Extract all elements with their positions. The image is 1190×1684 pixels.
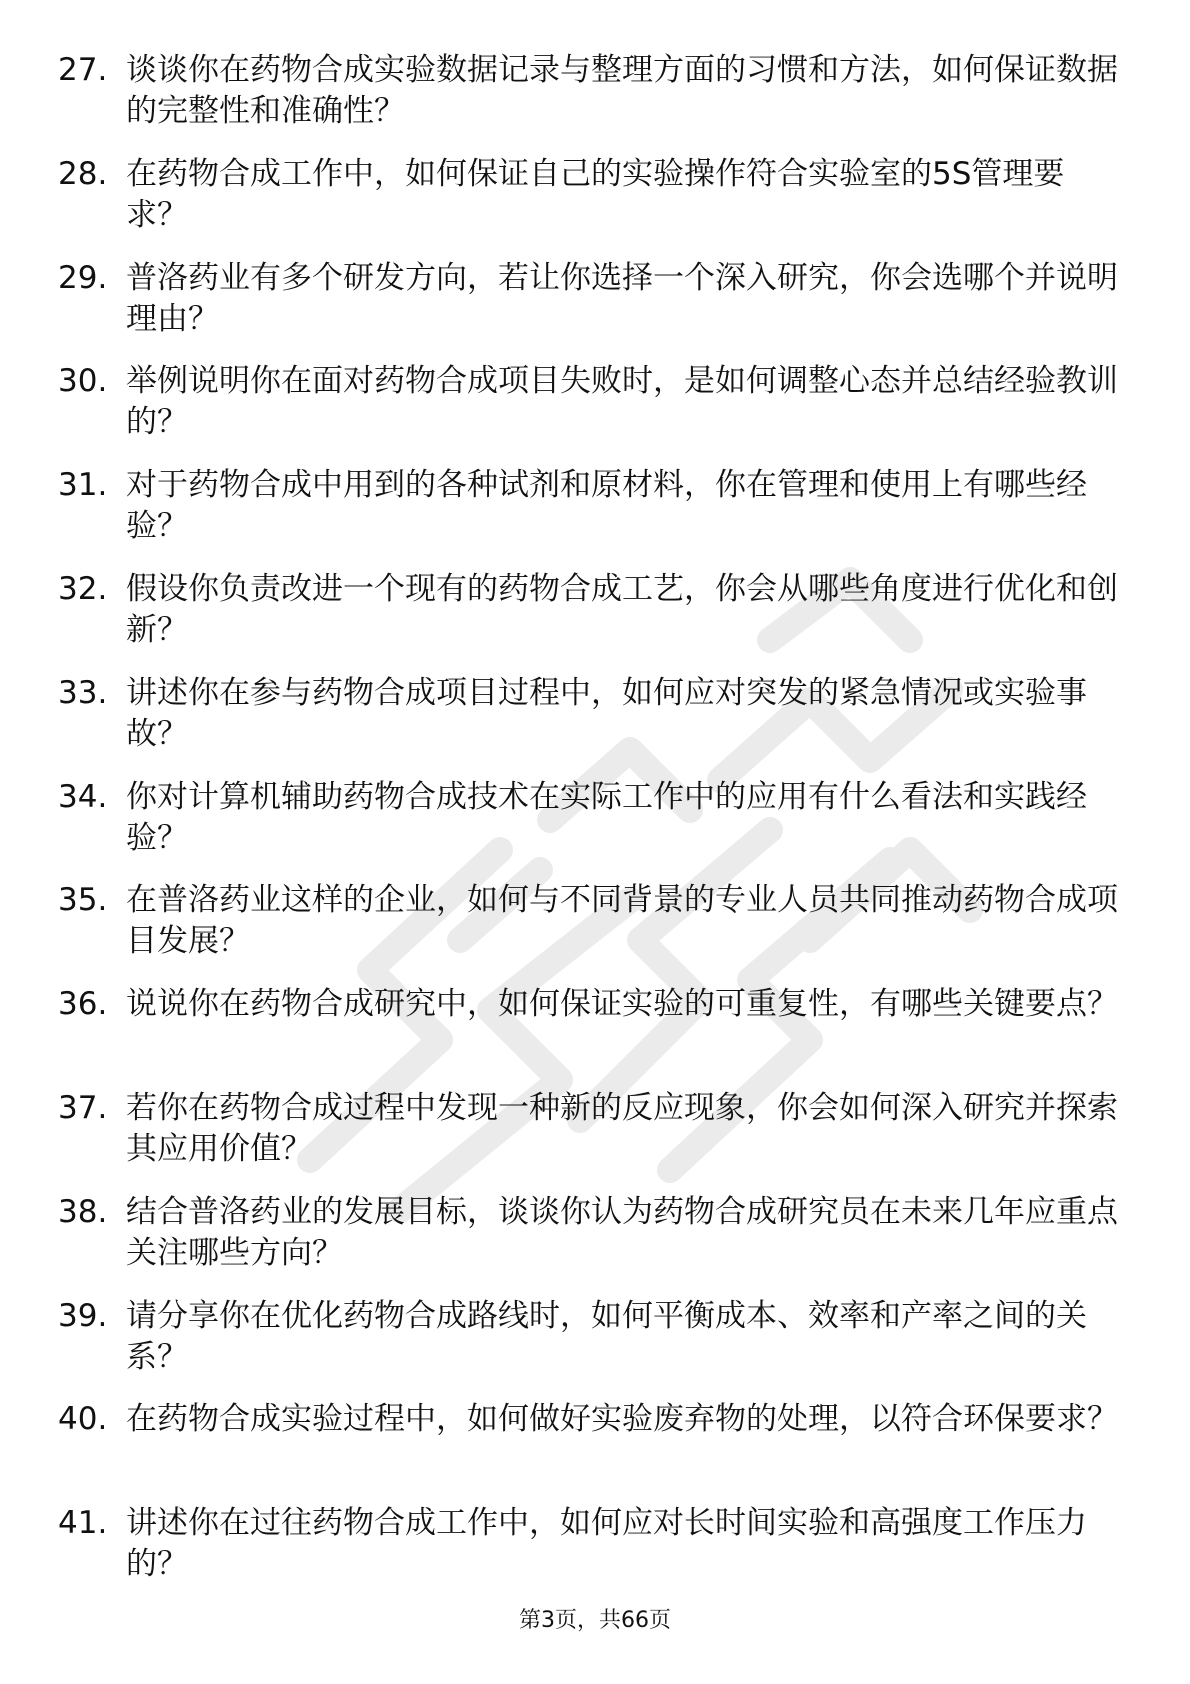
question-list xyxy=(58,50,1118,1607)
question-text: 请分享你在优化药物合成路线时，如何平衡成本、效率和产率之间的关系？ xyxy=(126,1297,1087,1375)
question-item-31 xyxy=(58,465,1118,569)
question-number: 37. xyxy=(58,1089,108,1126)
question-number: 38. xyxy=(58,1193,108,1230)
question-text: 若你在药物合成过程中发现一种新的反应现象，你会如何深入研究并探索其应用价值？ xyxy=(126,1089,1118,1167)
question-item-27 xyxy=(58,50,1118,154)
question-number: 27. xyxy=(58,52,108,88)
question-number: 35. xyxy=(58,882,108,919)
question-number: 33. xyxy=(58,674,108,711)
question-text: 在药物合成工作中，如何保证自己的实验操作符合实验室的5S管理要求？ xyxy=(126,155,1065,233)
question-item-41 xyxy=(58,1503,1118,1607)
question-item-36 xyxy=(58,984,1118,1088)
question-text: 说说你在药物合成研究中，如何保证实验的可重复性，有哪些关键要点？ xyxy=(126,986,1118,1023)
question-number: 31. xyxy=(58,467,108,504)
question-number: 40. xyxy=(58,1401,108,1438)
question-number: 30. xyxy=(58,363,108,400)
question-text: 讲述你在参与药物合成项目过程中，如何应对突发的紧急情况或实验事故？ xyxy=(126,674,1087,752)
question-item-33 xyxy=(58,673,1118,777)
question-item-35 xyxy=(58,880,1118,984)
question-item-30 xyxy=(58,361,1118,465)
question-number: 41. xyxy=(58,1505,108,1542)
question-number: 36. xyxy=(58,986,108,1023)
question-number: 32. xyxy=(58,570,108,607)
question-item-39 xyxy=(58,1296,1118,1400)
question-text: 在普洛药业这样的企业，如何与不同背景的专业人员共同推动药物合成项目发展？ xyxy=(126,882,1118,960)
question-text: 讲述你在过往药物合成工作中，如何应对长时间实验和高强度工作压力的？ xyxy=(126,1505,1087,1583)
question-number: 34. xyxy=(58,778,108,815)
question-text: 对于药物合成中用到的各种试剂和原材料，你在管理和使用上有哪些经验？ xyxy=(126,467,1087,545)
question-text: 谈谈你在药物合成实验数据记录与整理方面的习惯和方法，如何保证数据的完整性和准确性？ xyxy=(126,52,1118,129)
question-text: 普洛药业有多个研发方向，若让你选择一个深入研究，你会选哪个并说明理由？ xyxy=(126,259,1118,337)
question-text: 举例说明你在面对药物合成项目失败时，是如何调整心态并总结经验教训的？ xyxy=(126,363,1118,441)
question-text: 假设你负责改进一个现有的药物合成工艺，你会从哪些角度进行优化和创新？ xyxy=(126,570,1118,648)
question-text: 结合普洛药业的发展目标，谈谈你认为药物合成研究员在未来几年应重点关注哪些方向？ xyxy=(126,1193,1118,1271)
page-footer: 第3页，共66页 xyxy=(519,1608,671,1633)
question-item-34 xyxy=(58,777,1118,881)
question-text: 在药物合成实验过程中，如何做好实验废弃物的处理，以符合环保要求？ xyxy=(126,1401,1118,1438)
question-item-28 xyxy=(58,154,1118,258)
question-number: 29. xyxy=(58,259,108,296)
question-item-38 xyxy=(58,1192,1118,1296)
question-item-29 xyxy=(58,258,1118,362)
question-item-32 xyxy=(58,569,1118,673)
question-number: 28. xyxy=(58,155,108,192)
question-text: 你对计算机辅助药物合成技术在实际工作中的应用有什么看法和实践经验？ xyxy=(126,778,1087,856)
question-number: 39. xyxy=(58,1297,108,1334)
question-item-37 xyxy=(58,1088,1118,1192)
question-item-40 xyxy=(58,1399,1118,1503)
